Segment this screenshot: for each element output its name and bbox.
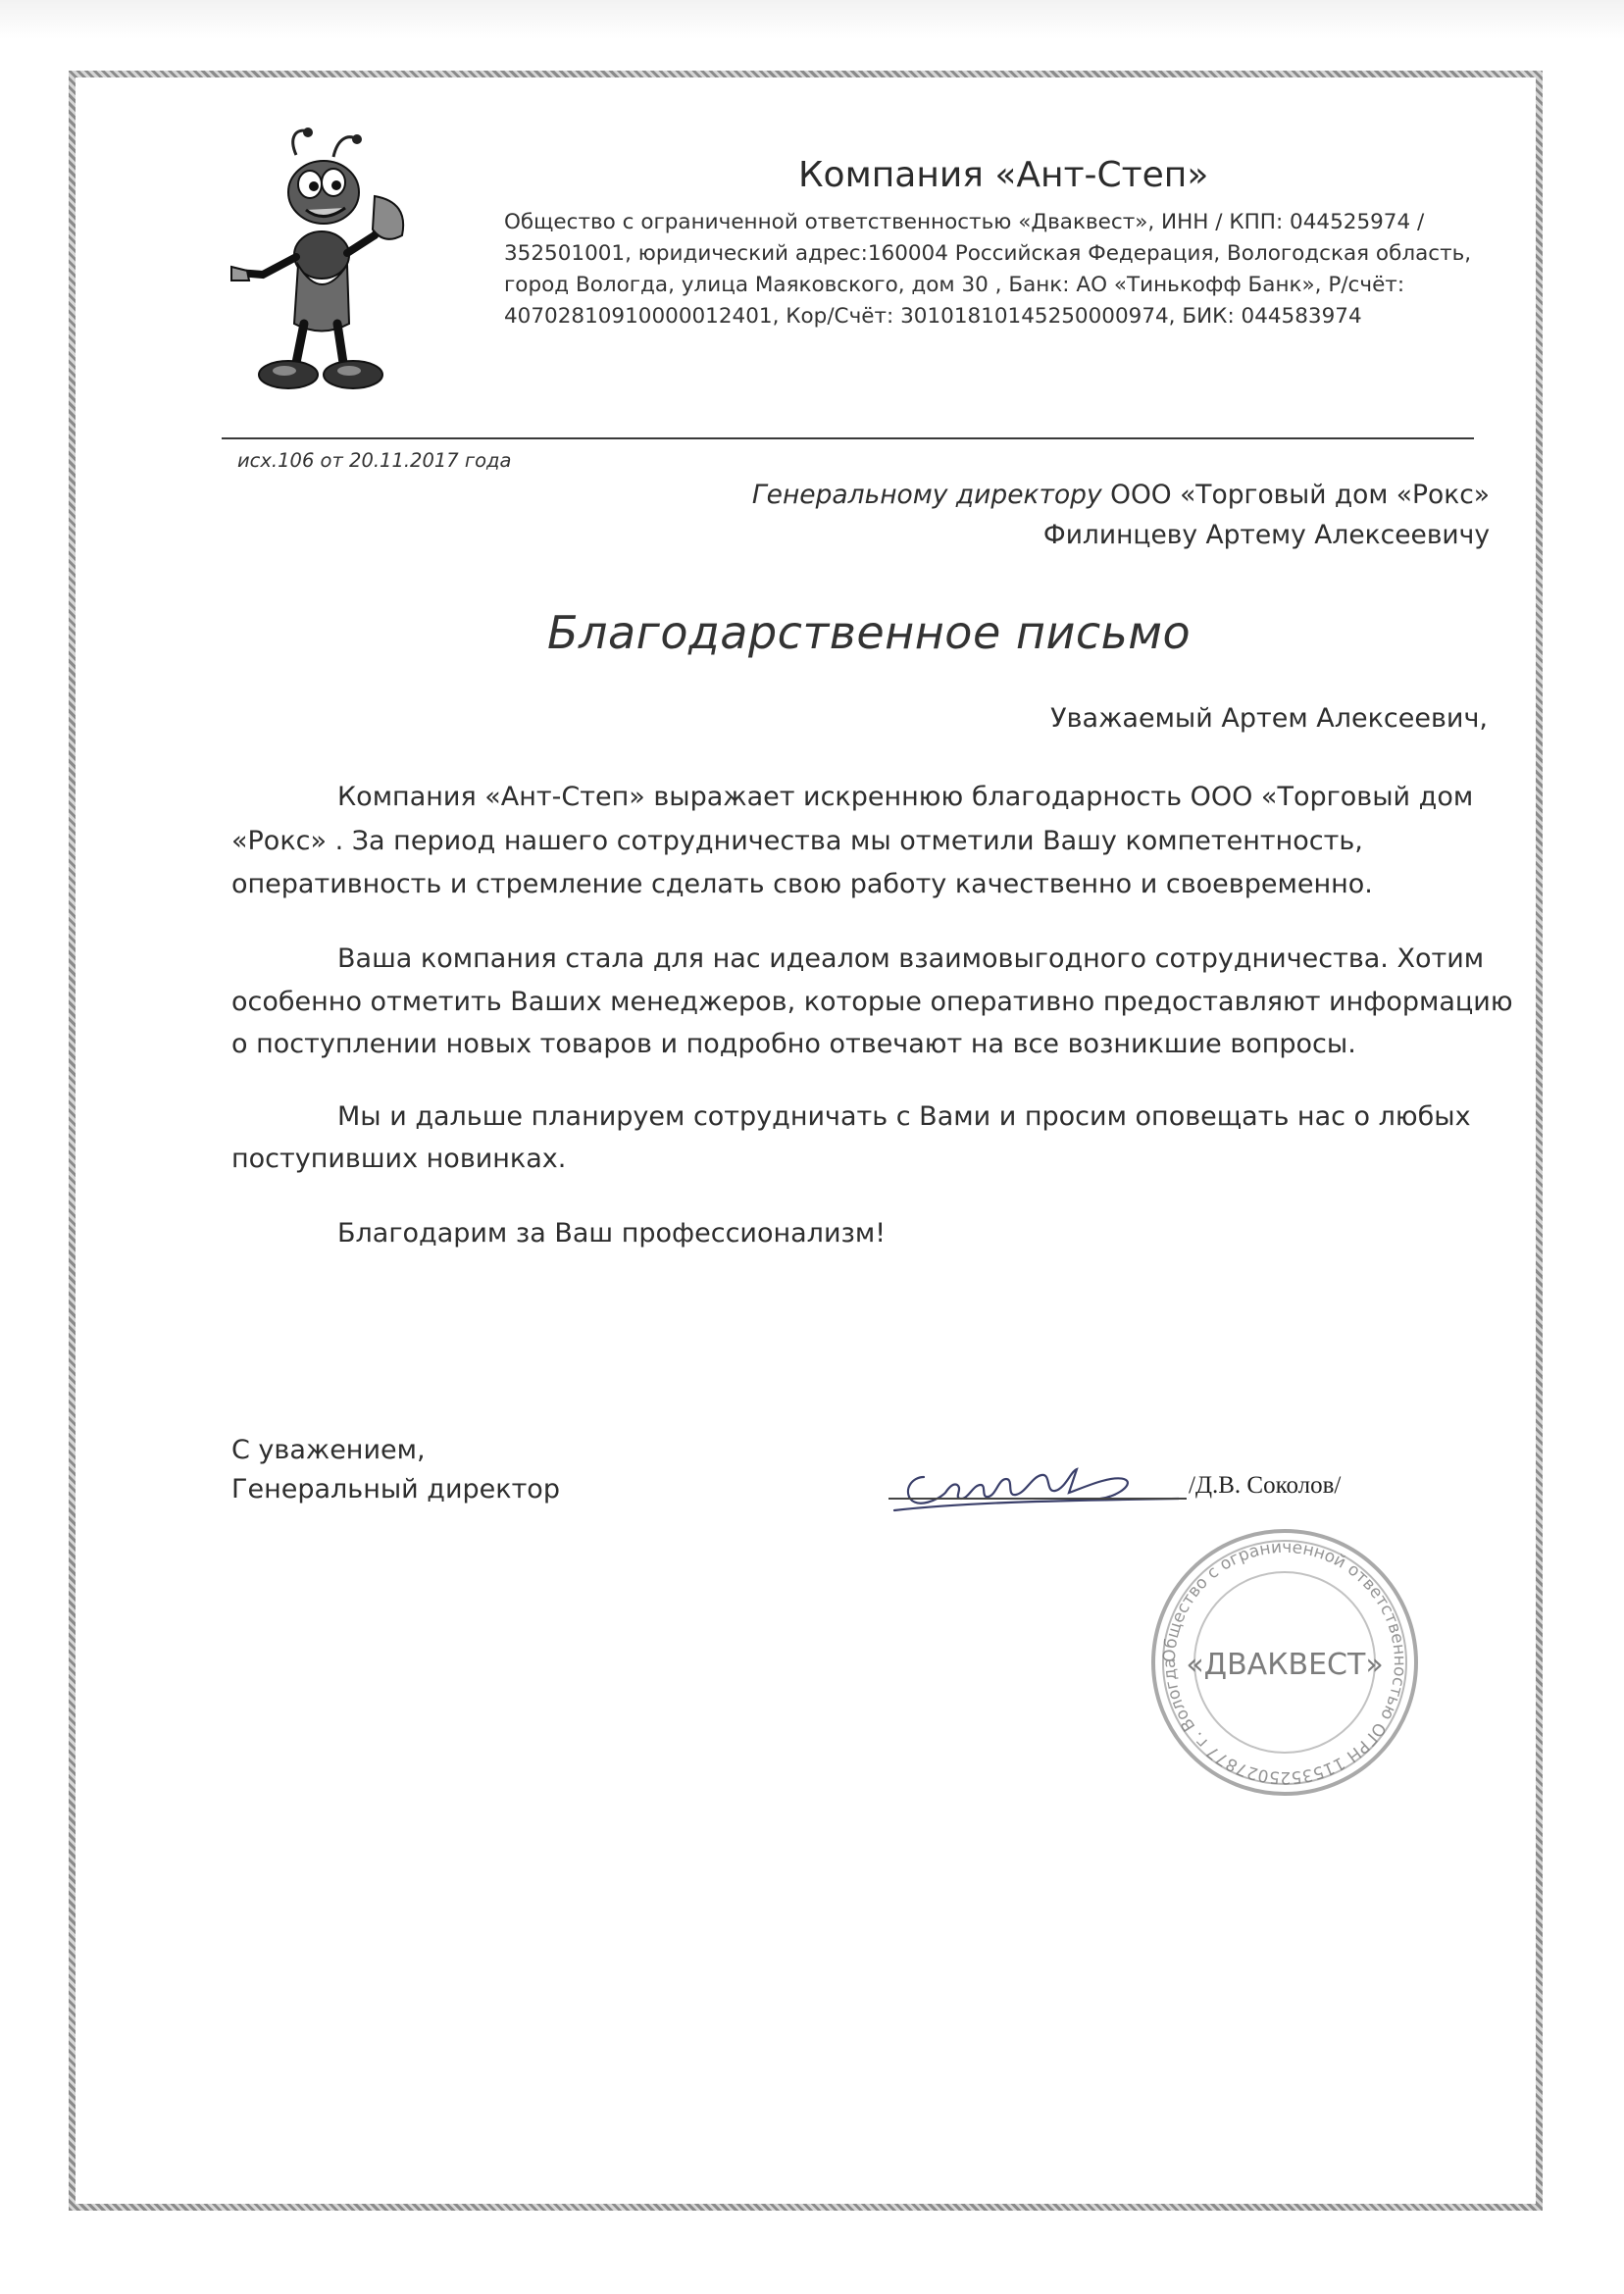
requisites-line: Общество с ограниченной ответственностью «Дваквест», ИНН / КПП: 044525974 /	[504, 210, 1425, 234]
requisites-line: город Вологда, улица Маяковского, дом 30 , Банк: АО «Тинькофф Банк», Р/счёт:	[504, 273, 1405, 297]
paragraph-line: Благодарим за Ваш профессионализм!	[337, 1218, 887, 1249]
stamp-ring-text: Общество с ограниченной ответственностью ОГРН 1153525027877 г. Вологда	[1159, 1537, 1410, 1788]
document-title: Благодарственное письмо	[547, 606, 1192, 659]
company-requisites	[504, 207, 1495, 332]
paragraph-line: Ваша компания стала для нас идеалом взаимовыгодного сотрудничества. Хотим	[337, 943, 1485, 974]
handwritten-signature	[885, 1450, 1179, 1518]
addressee-name: Филинцеву Артему Алексеевичу	[1042, 520, 1490, 550]
paragraph-line: о поступлении новых товаров и подробно отвечают на все возникшие вопросы.	[231, 1029, 1356, 1059]
paragraph-line: «Рокс» . За период нашего сотрудничества мы отметили Вашу компетентность,	[231, 826, 1363, 856]
company-seal-stamp	[1142, 1520, 1427, 1805]
closing-line-1: С уважением,	[231, 1435, 426, 1465]
paragraph-line: поступивших новинках.	[231, 1144, 567, 1174]
paragraph-line: оперативность и стремление сделать свою работу качественно и своевременно.	[231, 869, 1373, 899]
paragraph-line: особенно отметить Ваших менеджеров, которые оперативно предоставляют информацию	[231, 987, 1513, 1017]
paragraph-line: Мы и дальше планируем сотрудничать с Вами и просим оповещать нас о любых	[337, 1101, 1471, 1132]
requisites-line: 352501001, юридический адрес:160004 Российская Федерация, Вологодская область,	[504, 241, 1472, 266]
addressee-company: ООО «Торговый дом «Рокс»	[1101, 480, 1490, 510]
ant-mascot-logo	[228, 127, 412, 399]
addressee-line-1	[752, 480, 1490, 510]
greeting: Уважаемый Артем Алексеевич,	[1050, 703, 1488, 734]
requisites-line: 40702810910000012401, Кор/Счёт: 30101810145250000974, БИК: 044583974	[504, 304, 1362, 329]
closing-line-2: Генеральный директор	[231, 1474, 560, 1504]
company-title: Компания «Ант-Степ»	[798, 155, 1209, 195]
outgoing-reference: исх.106 от 20.11.2017 года	[237, 449, 512, 472]
addressee-position: Генеральному директору	[751, 480, 1102, 510]
header-divider	[222, 437, 1474, 439]
signature-line	[888, 1498, 1187, 1500]
scan-shade	[0, 0, 1624, 39]
stamp-center-text: «ДВАКВЕСТ»	[1186, 1648, 1384, 1682]
paragraph-line: Компания «Ант-Степ» выражает искреннюю благодарность ООО «Торговый дом	[337, 782, 1474, 812]
signer-name: /Д.В. Соколов/	[1189, 1472, 1342, 1499]
